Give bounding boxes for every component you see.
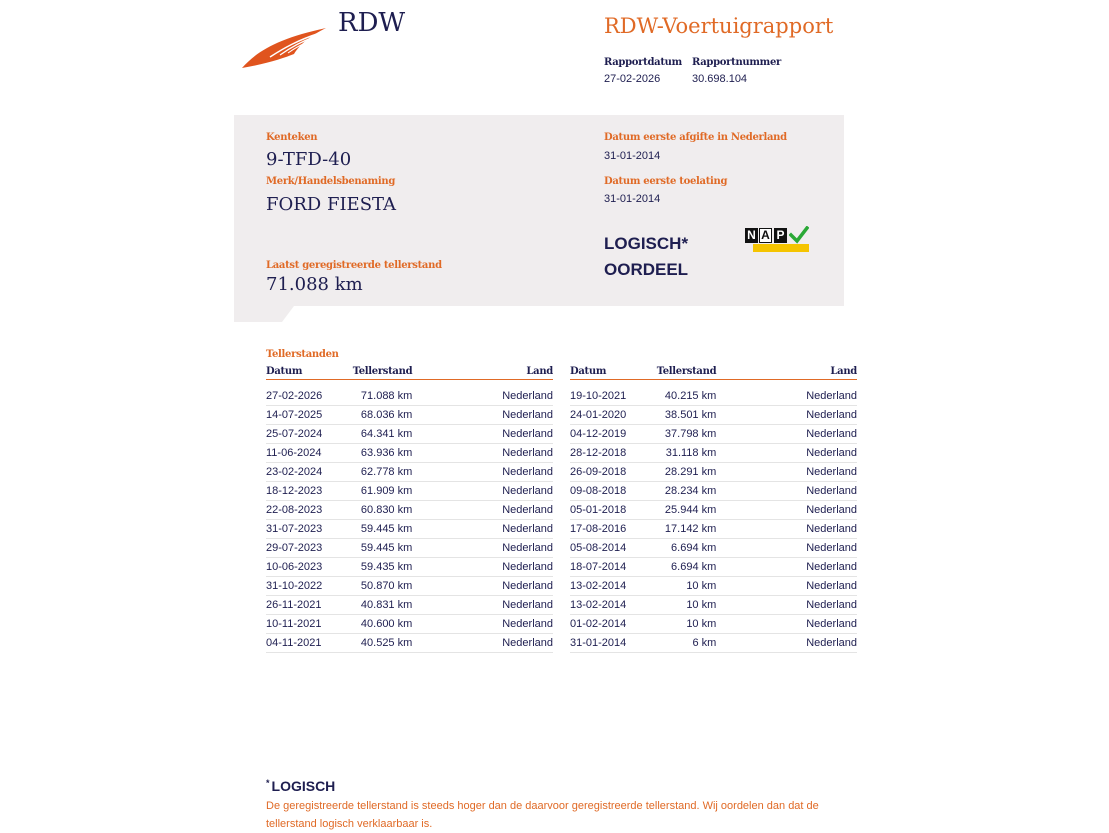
report-number-value: 30.698.104 — [692, 73, 748, 85]
reading-country: Nederland — [412, 596, 553, 615]
reading-odometer: 63.936 km — [353, 444, 413, 463]
reading-date: 17-08-2016 — [570, 520, 657, 539]
reading-country: Nederland — [716, 520, 857, 539]
reading-country: Nederland — [716, 558, 857, 577]
brand-name: RDW — [338, 8, 406, 38]
reading-odometer: 59.435 km — [353, 558, 413, 577]
header-spacer-row — [266, 380, 553, 388]
readings-table-right — [570, 366, 857, 653]
reading-odometer: 10 km — [657, 615, 717, 634]
make-model-label: Merk/Handelsbenaming — [266, 176, 396, 187]
reading-odometer: 50.870 km — [353, 577, 413, 596]
table-row — [266, 444, 553, 463]
table-row — [570, 425, 857, 444]
reading-country: Nederland — [412, 615, 553, 634]
reading-date: 11-06-2024 — [266, 444, 353, 463]
table-row — [266, 615, 553, 634]
report-title: RDW-Voertuigrapport — [604, 14, 834, 38]
table-header-row — [570, 366, 857, 380]
reading-date: 25-07-2024 — [266, 425, 353, 444]
reading-date: 28-12-2018 — [570, 444, 657, 463]
reading-date: 26-09-2018 — [570, 463, 657, 482]
reading-date: 05-08-2014 — [570, 539, 657, 558]
reading-date: 29-07-2023 — [266, 539, 353, 558]
header-spacer-row — [570, 380, 857, 388]
reading-country: Nederland — [412, 425, 553, 444]
table-row — [570, 539, 857, 558]
reading-country: Nederland — [412, 444, 553, 463]
column-header-country: Land — [412, 366, 553, 380]
reading-odometer: 10 km — [657, 596, 717, 615]
table-row — [266, 425, 553, 444]
first-issue-nl-value: 31-01-2014 — [604, 150, 661, 162]
reading-country: Nederland — [412, 577, 553, 596]
verdict-line-2: OORDEEL — [604, 260, 689, 279]
reading-country: Nederland — [412, 387, 553, 406]
reading-country: Nederland — [716, 482, 857, 501]
reading-odometer: 60.830 km — [353, 501, 413, 520]
reading-country: Nederland — [412, 520, 553, 539]
table-row — [570, 577, 857, 596]
reading-country: Nederland — [716, 406, 857, 425]
nap-logo-icon — [745, 228, 809, 252]
table-row — [266, 501, 553, 520]
column-header-country: Land — [716, 366, 857, 380]
reading-date: 27-02-2026 — [266, 387, 353, 406]
table-row — [570, 482, 857, 501]
table-row — [570, 463, 857, 482]
footnote-text: De geregistreerde tellerstand is steeds hoger dan de daarvoor geregistreerde tellerstand. Wij oordelen dan dat de tellerstand logisch verklaarbaar is. — [266, 800, 819, 830]
table-row — [266, 520, 553, 539]
footnote-star: * — [266, 778, 270, 788]
reading-date: 24-01-2020 — [570, 406, 657, 425]
reading-date: 05-01-2018 — [570, 501, 657, 520]
reading-odometer: 6.694 km — [657, 558, 717, 577]
reading-country: Nederland — [716, 463, 857, 482]
column-header-odometer: Tellerstand — [353, 366, 413, 380]
reading-odometer: 10 km — [657, 577, 717, 596]
report-date-value: 27-02-2026 — [604, 73, 661, 85]
footnote-title-text: LOGISCH — [271, 778, 336, 794]
nap-letter-a: A — [759, 228, 772, 243]
reading-country: Nederland — [716, 596, 857, 615]
reading-country: Nederland — [716, 577, 857, 596]
reading-odometer: 40.831 km — [353, 596, 413, 615]
reading-country: Nederland — [412, 558, 553, 577]
verdict-line-1: LOGISCH* — [604, 234, 689, 253]
reading-date: 14-07-2025 — [266, 406, 353, 425]
reading-country: Nederland — [412, 539, 553, 558]
reading-country: Nederland — [412, 482, 553, 501]
reading-date: 10-11-2021 — [266, 615, 353, 634]
reading-country: Nederland — [716, 501, 857, 520]
table-row — [266, 596, 553, 615]
reading-country: Nederland — [412, 406, 553, 425]
reading-odometer: 28.234 km — [657, 482, 717, 501]
reading-country: Nederland — [412, 463, 553, 482]
table-row — [570, 387, 857, 406]
reading-odometer: 59.445 km — [353, 520, 413, 539]
reading-odometer: 40.215 km — [657, 387, 717, 406]
reading-odometer: 61.909 km — [353, 482, 413, 501]
reading-date: 19-10-2021 — [570, 387, 657, 406]
checkmark-icon — [789, 226, 809, 244]
last-odometer-label: Laatst geregistreerde tellerstand — [266, 260, 442, 271]
table-row — [266, 577, 553, 596]
reading-date: 01-02-2014 — [570, 615, 657, 634]
table-row — [570, 520, 857, 539]
reading-odometer: 40.600 km — [353, 615, 413, 634]
license-plate-label: Kenteken — [266, 132, 318, 143]
table-row — [570, 501, 857, 520]
reading-odometer: 28.291 km — [657, 463, 717, 482]
license-plate-value: 9-TFD-40 — [266, 149, 352, 170]
reading-odometer: 71.088 km — [353, 387, 413, 406]
footnote-title — [266, 778, 335, 794]
reading-odometer: 64.341 km — [353, 425, 413, 444]
reading-odometer: 6 km — [657, 634, 717, 653]
reading-date: 10-06-2023 — [266, 558, 353, 577]
nap-letter-n: N — [745, 228, 758, 243]
table-row — [266, 463, 553, 482]
reading-date: 31-07-2023 — [266, 520, 353, 539]
reading-date: 09-08-2018 — [570, 482, 657, 501]
report-number-label: Rapportnummer — [692, 57, 781, 68]
last-odometer-value: 71.088 km — [266, 274, 363, 295]
rdw-logo-icon — [240, 24, 328, 70]
reading-country: Nederland — [412, 634, 553, 653]
nap-letter-p: P — [774, 228, 787, 243]
table-row — [266, 482, 553, 501]
readings-table-left — [266, 366, 553, 653]
table-row — [570, 406, 857, 425]
reading-date: 13-02-2014 — [570, 577, 657, 596]
column-header-date: Datum — [570, 366, 657, 380]
first-admission-value: 31-01-2014 — [604, 193, 661, 205]
reading-odometer: 59.445 km — [353, 539, 413, 558]
reading-date: 18-07-2014 — [570, 558, 657, 577]
column-header-date: Datum — [266, 366, 353, 380]
reading-odometer: 17.142 km — [657, 520, 717, 539]
reading-date: 22-08-2023 — [266, 501, 353, 520]
first-admission-label: Datum eerste toelating — [604, 176, 728, 187]
reading-odometer: 6.694 km — [657, 539, 717, 558]
column-header-odometer: Tellerstand — [657, 366, 717, 380]
reading-date: 23-02-2024 — [266, 463, 353, 482]
table-header-row — [266, 366, 553, 380]
nap-yellow-bar — [753, 244, 809, 252]
table-row — [570, 444, 857, 463]
verdict — [604, 231, 688, 283]
reading-country: Nederland — [716, 615, 857, 634]
reading-country: Nederland — [716, 634, 857, 653]
table-row — [266, 406, 553, 425]
reading-country: Nederland — [716, 425, 857, 444]
reading-odometer: 68.036 km — [353, 406, 413, 425]
reading-country: Nederland — [412, 501, 553, 520]
reading-date: 31-01-2014 — [570, 634, 657, 653]
table-row — [266, 558, 553, 577]
first-issue-nl-label: Datum eerste afgifte in Nederland — [604, 132, 787, 143]
table-row — [570, 634, 857, 653]
reading-date: 04-12-2019 — [570, 425, 657, 444]
readings-section-title: Tellerstanden — [266, 349, 339, 360]
reading-country: Nederland — [716, 444, 857, 463]
reading-date: 18-12-2023 — [266, 482, 353, 501]
reading-date: 13-02-2014 — [570, 596, 657, 615]
reading-date: 31-10-2022 — [266, 577, 353, 596]
table-row — [266, 539, 553, 558]
table-row — [570, 558, 857, 577]
reading-odometer: 25.944 km — [657, 501, 717, 520]
panel-tab-decoration — [234, 306, 294, 322]
reading-country: Nederland — [716, 387, 857, 406]
make-model-value: FORD FIESTA — [266, 194, 397, 215]
reading-odometer: 37.798 km — [657, 425, 717, 444]
reading-odometer: 62.778 km — [353, 463, 413, 482]
report-date-label: Rapportdatum — [604, 57, 682, 68]
table-row — [266, 387, 553, 406]
reading-odometer: 38.501 km — [657, 406, 717, 425]
table-row — [570, 596, 857, 615]
reading-odometer: 40.525 km — [353, 634, 413, 653]
reading-odometer: 31.118 km — [657, 444, 717, 463]
reading-date: 04-11-2021 — [266, 634, 353, 653]
reading-country: Nederland — [716, 539, 857, 558]
table-row — [266, 634, 553, 653]
reading-date: 26-11-2021 — [266, 596, 353, 615]
table-row — [570, 615, 857, 634]
